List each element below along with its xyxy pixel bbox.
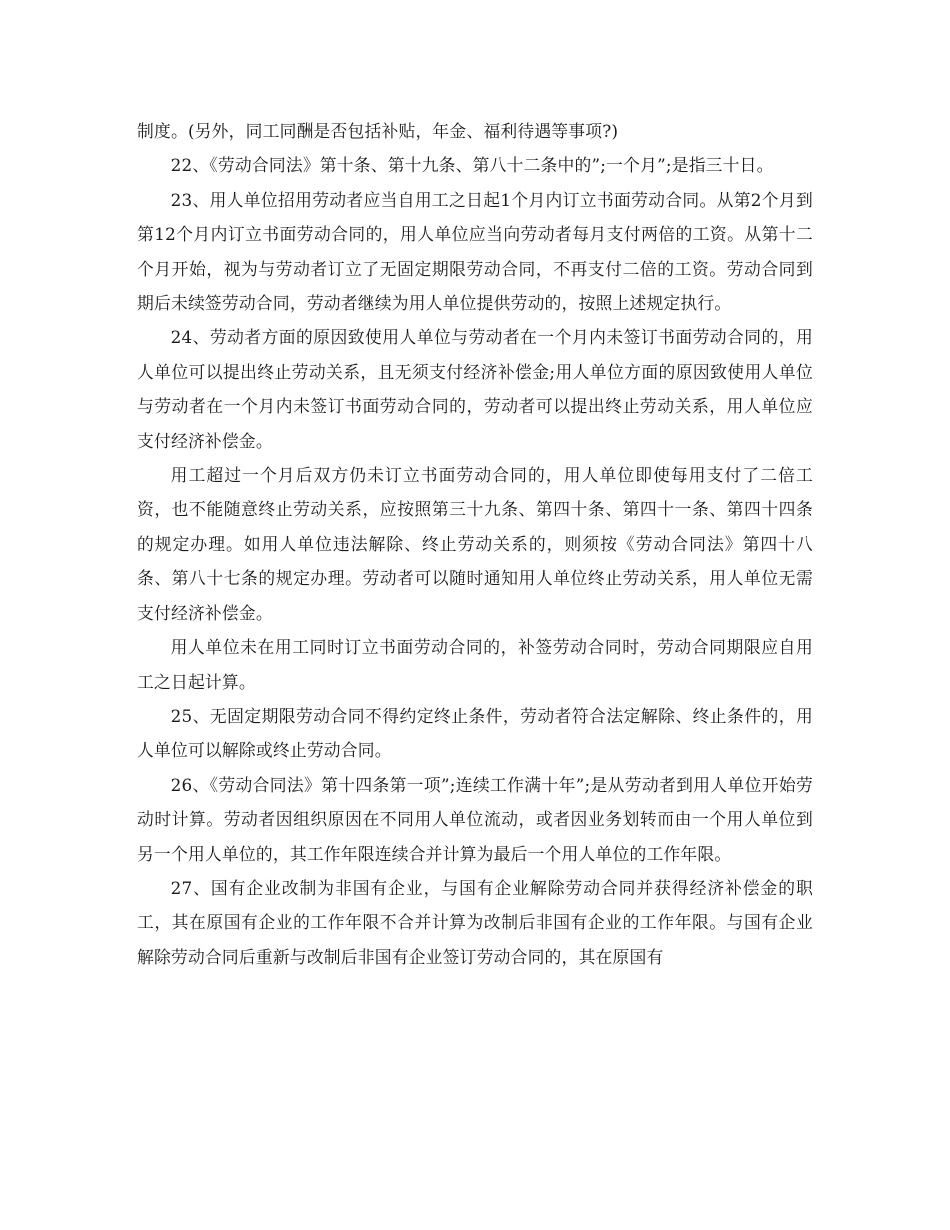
paragraph-item-24-overdue: 用工超过一个月后双方仍未订立书面劳动合同的，用人单位即使每用支付了二倍工资，也不能随意终止劳动关系，应按照第三十九条、第四十条、第四十一条、第四十四条的规定办理。如用人单位违法解除、终止劳动关系的，则须按《劳动合同法》第四十八条、第八十七条的规定办理。劳动者可以随时通知用人单位终止劳动关系，用人单位无需支付经济补偿金。 [137, 465, 813, 623]
paragraph-item-24: 24、劳动者方面的原因致使用人单位与劳动者在一个月内未签订书面劳动合同的，用人单位可以提出终止劳动关系，且无须支付经济补偿金;用人单位方面的原因致使用人单位与劳动者在一个月内未签订书面劳动合同的，劳动者可以提出终止劳动关系，用人单位应支付经济补偿金。 [137, 327, 813, 451]
paragraph-item-26: 26、《劳动合同法》第十四条第一项”;连续工作满十年”;是从劳动者到用人单位开始劳动时计算。劳动者因组织原因在不同用人单位流动，或者因业务划转而由一个用人单位到另一个用人单位的，其工作年限连续合并计算为最后一个用人单位的工作年限。 [137, 774, 813, 864]
paragraph-item-24-backdate: 用人单位未在用工同时订立书面劳动合同的，补签劳动合同时，劳动合同期限应自用工之日起计算。 [137, 637, 813, 692]
paragraph-continuation: 制度。(另外，同工同酬是否包括补贴，年金、福利待遇等事项?) [137, 121, 619, 141]
paragraph-item-22: 22、《劳动合同法》第十条、第十九条、第八十二条中的”;一个月”;是指三十日。 [170, 155, 774, 176]
paragraph-item-25: 25、无固定期限劳动合同不得约定终止条件，劳动者符合法定解除、终止条件的，用人单位可以解除或终止劳动合同。 [137, 705, 813, 761]
paragraph-item-27: 27、国有企业改制为非国有企业，与国有企业解除劳动合同并获得经济补偿金的职工，其在原国有企业的工作年限不合并计算为改制后非国有企业的工作年限。与国有企业解除劳动合同后重新与改制后非国有企业签订劳动合同的，其在原国有 [137, 877, 813, 967]
document-body [137, 114, 813, 974]
paragraph-item-23: 23、用人单位招用劳动者应当自用工之日起1个月内订立书面劳动合同。从第2个月到第12个月内订立书面劳动合同的，用人单位应当向劳动者每月支付两倍的工资。从第十二个月开始，视为与劳动者订立了无固定期限劳动合同，不再支付二倍的工资。劳动合同到期后未续签劳动合同，劳动者继续为用人单位提供劳动的，按照上述规定执行。 [137, 189, 813, 314]
